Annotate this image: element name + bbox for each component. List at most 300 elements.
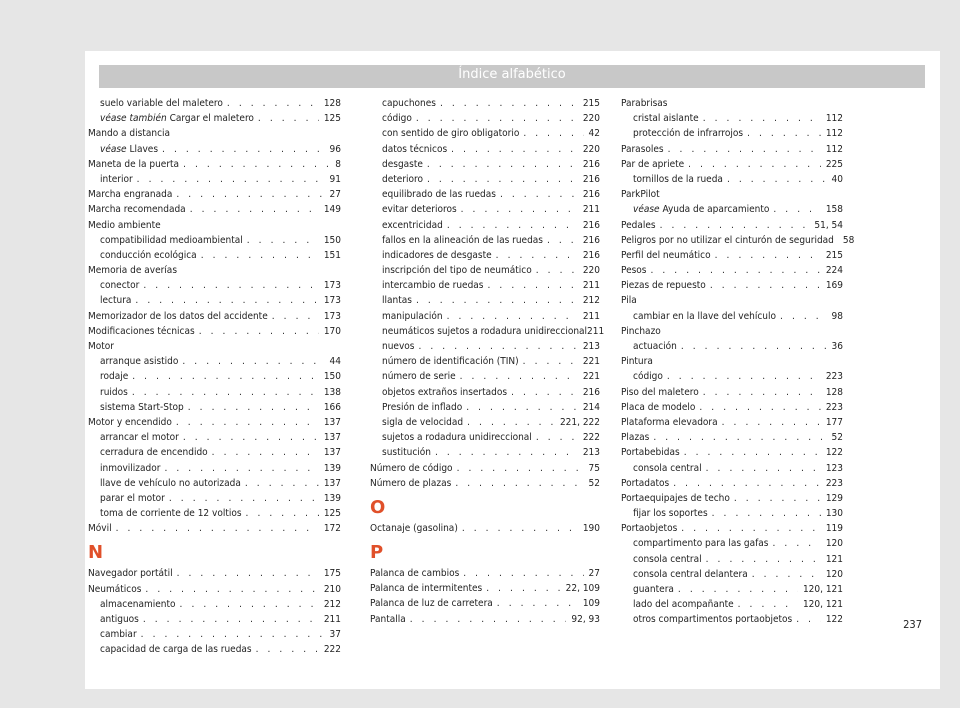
- leader-dots: [523, 354, 578, 369]
- index-entry: [370, 218, 600, 233]
- entry-page-ref: 22, 109: [565, 583, 600, 595]
- leader-dots: [660, 218, 810, 233]
- entry-page-ref: 213: [582, 341, 600, 352]
- index-entry: [621, 233, 855, 248]
- entry-page-ref: 37: [329, 629, 341, 641]
- index-column-1: [88, 96, 341, 658]
- entry-term: [100, 111, 254, 126]
- leader-dots: [162, 142, 325, 157]
- leader-dots: [497, 596, 578, 611]
- entry-term: Número de código: [370, 462, 453, 474]
- entry-term: código: [633, 371, 663, 383]
- entry-term: rodaje: [100, 371, 129, 383]
- leader-dots: [435, 445, 578, 460]
- leader-dots: [699, 400, 820, 415]
- index-entry: [370, 172, 600, 187]
- entry-term: Modificaciones técnicas: [88, 325, 195, 337]
- index-entry: [370, 111, 600, 126]
- index-entry: [621, 612, 843, 627]
- entry-page-ref: 112: [825, 113, 843, 125]
- index-entry: [370, 324, 605, 339]
- entry-see-also: véase también: [100, 113, 167, 125]
- index-entry: [370, 96, 600, 111]
- index-entry: [370, 445, 600, 460]
- index-entry: [621, 476, 843, 491]
- entry-page-ref: 91: [329, 173, 341, 185]
- index-entry: [370, 248, 600, 263]
- index-entry: [88, 415, 341, 430]
- section-letter-p: P: [370, 542, 384, 564]
- entry-page-ref: 96: [329, 143, 341, 155]
- index-entry: [621, 157, 843, 172]
- entry-term: Piezas de repuesto: [621, 280, 706, 292]
- leader-dots: [653, 430, 826, 445]
- index-entry: [621, 369, 843, 384]
- index-entry: [621, 202, 843, 217]
- index-entry: [88, 263, 341, 278]
- entry-term: objetos extraños insertados: [382, 386, 508, 398]
- entry-term: cambiar en la llave del vehículo: [633, 310, 777, 322]
- leader-dots: [715, 248, 821, 263]
- entry-term: deterioro: [382, 173, 423, 185]
- index-entry: [621, 293, 843, 308]
- index-entry: [370, 566, 600, 581]
- index-entry: [621, 96, 843, 111]
- entry-term: Par de apriete: [621, 158, 685, 170]
- index-entry: [621, 142, 843, 157]
- entry-term: antiguos: [100, 614, 139, 625]
- leader-dots: [190, 202, 319, 217]
- leader-dots: [681, 521, 821, 536]
- entry-page-ref: 125: [323, 508, 341, 520]
- index-entry: [621, 385, 843, 400]
- leader-dots: [141, 627, 325, 642]
- index-entry: [621, 597, 843, 612]
- leader-dots: [536, 263, 578, 278]
- entry-term: arrancar el motor: [100, 432, 179, 444]
- entry-term: Pinchazo: [621, 325, 661, 337]
- leader-dots: [684, 445, 821, 460]
- entry-term: Neumáticos: [88, 583, 142, 595]
- leader-dots: [460, 369, 578, 384]
- index-entry: [370, 400, 600, 415]
- entry-page-ref: 221, 222: [559, 416, 600, 428]
- leader-dots: [180, 597, 319, 612]
- index-entry: [88, 339, 341, 354]
- index-entry: [621, 309, 843, 324]
- index-entry: [621, 506, 843, 521]
- index-entry: [88, 612, 341, 627]
- entry-term: Portadatos: [621, 477, 670, 489]
- entry-term: compartimento para las gafas: [633, 538, 769, 550]
- entry-page-ref: 223: [825, 477, 843, 489]
- leader-dots: [722, 415, 821, 430]
- leader-dots: [462, 521, 578, 536]
- entry-term: Memoria de averías: [88, 265, 178, 277]
- leader-dots: [258, 111, 319, 126]
- entry-page-ref: 216: [582, 249, 600, 261]
- entry-term: Memorizador de los datos del accidente: [88, 310, 268, 322]
- entry-term: con sentido de giro obligatorio: [382, 128, 520, 140]
- index-entry: [88, 278, 341, 293]
- entry-page-ref: 211: [582, 310, 600, 322]
- entry-term: Piso del maletero: [621, 386, 699, 398]
- entry-page-ref: 120, 121: [802, 599, 843, 611]
- header-bar: [99, 65, 925, 88]
- entry-page-ref: 109: [582, 598, 600, 610]
- entry-term: interior: [100, 173, 133, 185]
- index-entry: [88, 400, 341, 415]
- leader-dots: [706, 461, 821, 476]
- leader-dots: [673, 476, 821, 491]
- index-entry: [88, 582, 341, 597]
- leader-dots: [457, 461, 584, 476]
- entry-term: Palanca de intermitentes: [370, 583, 483, 595]
- index-entry: [88, 430, 341, 445]
- leader-dots: [416, 293, 578, 308]
- entry-page-ref: 169: [825, 280, 843, 292]
- leader-dots: [247, 233, 319, 248]
- leader-dots: [681, 339, 827, 354]
- entry-term: Peligros por no utilizar el cinturón de seguridad: [621, 234, 834, 246]
- entry-term: Pila: [621, 295, 637, 307]
- entry-page-ref: 112: [825, 128, 843, 140]
- entry-page-ref: 210: [323, 583, 341, 595]
- leader-dots: [523, 126, 583, 141]
- leader-dots: [177, 566, 319, 581]
- entry-term: Placa de modelo: [621, 401, 696, 413]
- index-entry: [88, 157, 341, 172]
- index-entry: [370, 157, 600, 172]
- entry-page-ref: 149: [323, 204, 341, 216]
- entry-term: manipulación: [382, 310, 443, 322]
- index-entry: [621, 491, 843, 506]
- entry-term: protección de infrarrojos: [633, 128, 744, 140]
- entry-term: Motor: [88, 341, 114, 352]
- entry-term-text: Llaves: [126, 143, 159, 155]
- entry-term: nuevos: [382, 341, 415, 352]
- entry-list: [370, 566, 600, 627]
- entry-term: inmovilizador: [100, 462, 161, 474]
- entry-term: desgaste: [382, 158, 423, 170]
- entry-term: intercambio de ruedas: [382, 280, 484, 292]
- entry-page-ref: 220: [582, 143, 600, 155]
- index-entry: [88, 293, 341, 308]
- entry-term: Portabebidas: [621, 447, 680, 459]
- leader-dots: [511, 385, 578, 400]
- entry-term: Plataforma elevadora: [621, 416, 718, 428]
- entry-page-ref: 123: [825, 462, 843, 474]
- entry-term: inscripción del tipo de neumático: [382, 265, 532, 277]
- entry-term: tornillos de la rueda: [633, 173, 723, 185]
- entry-page-ref: 221: [582, 371, 600, 383]
- entry-term: [633, 202, 769, 217]
- entry-term: guantera: [633, 584, 674, 595]
- leader-dots: [164, 461, 318, 476]
- entry-page-ref: 215: [825, 249, 843, 261]
- index-entry: [88, 248, 341, 263]
- entry-term: parar el motor: [100, 492, 165, 504]
- entry-term: conducción ecológica: [100, 249, 197, 261]
- index-entry: [88, 506, 341, 521]
- index-entry: [88, 491, 341, 506]
- leader-dots: [752, 567, 821, 582]
- leader-dots: [710, 278, 821, 293]
- index-entry: [621, 218, 843, 233]
- leader-dots: [169, 491, 319, 506]
- entry-term: otros compartimentos portaobjetos: [633, 614, 793, 626]
- index-entry: [88, 309, 341, 324]
- section-letter-n: N: [88, 542, 104, 564]
- leader-dots: [145, 582, 318, 597]
- leader-dots: [137, 172, 325, 187]
- leader-dots: [183, 157, 330, 172]
- entry-page-ref: 8: [335, 158, 341, 170]
- entry-term: cambiar: [100, 629, 137, 641]
- entry-page-ref: 224: [825, 265, 843, 277]
- entry-page-ref: 222: [323, 644, 341, 656]
- entry-page-ref: 137: [323, 416, 341, 428]
- index-entry: [370, 354, 600, 369]
- index-entry: [370, 187, 600, 202]
- entry-term: código: [382, 113, 412, 125]
- index-entry: [88, 566, 341, 581]
- index-entry: [88, 476, 341, 491]
- entry-term: Pedales: [621, 219, 656, 231]
- index-entry: [370, 293, 600, 308]
- entry-term: Portaequipajes de techo: [621, 492, 730, 504]
- entry-page-ref: 51, 54: [814, 219, 843, 231]
- entry-term: sistema Start-Stop: [100, 401, 184, 413]
- index-entry: [621, 263, 843, 278]
- entry-term: fijar los soportes: [633, 508, 708, 520]
- leader-dots: [773, 536, 821, 551]
- leader-dots: [143, 612, 319, 627]
- index-entry: [370, 612, 600, 627]
- entry-term: excentricidad: [382, 219, 443, 231]
- leader-dots: [246, 506, 319, 521]
- leader-dots: [451, 142, 578, 157]
- entry-page-ref: 120: [825, 568, 843, 580]
- leader-dots: [418, 339, 577, 354]
- leader-dots: [706, 552, 821, 567]
- entry-page-ref: 120: [825, 538, 843, 550]
- entry-page-ref: 211: [582, 280, 600, 292]
- entry-page-ref: 122: [825, 447, 843, 459]
- entry-term: llave de vehículo no autorizada: [100, 477, 241, 489]
- leader-dots: [463, 566, 583, 581]
- entry-term: equilibrado de las ruedas: [382, 189, 496, 201]
- index-entry: [370, 339, 600, 354]
- entry-term: neumáticos sujetos a rodadura unidireccional: [382, 325, 588, 337]
- entry-list: [370, 96, 605, 491]
- index-entry: [88, 96, 341, 111]
- leader-dots: [703, 385, 821, 400]
- leader-dots: [199, 324, 319, 339]
- entry-term: capacidad de carga de las ruedas: [100, 644, 252, 656]
- index-entry: [370, 430, 600, 445]
- entry-page-ref: 212: [323, 598, 341, 610]
- entry-page-ref: 98: [831, 310, 843, 322]
- entry-term: evitar deterioros: [382, 204, 457, 216]
- entry-page-ref: 119: [825, 523, 843, 535]
- entry-page-ref: 129: [825, 492, 843, 504]
- leader-dots: [500, 187, 578, 202]
- leader-dots: [183, 430, 319, 445]
- entry-page-ref: 216: [582, 386, 600, 398]
- leader-dots: [678, 582, 798, 597]
- entry-page-ref: 220: [582, 113, 600, 125]
- index-entry: [370, 202, 600, 217]
- entry-term: Pantalla: [370, 613, 406, 625]
- leader-dots: [727, 172, 827, 187]
- leader-dots: [688, 157, 821, 172]
- entry-page-ref: 215: [582, 98, 600, 109]
- index-entry: [88, 233, 341, 248]
- index-entry: [621, 111, 843, 126]
- entry-page-ref: 58: [842, 234, 855, 246]
- entry-term: Parabrisas: [621, 98, 668, 109]
- index-entry: [88, 597, 341, 612]
- entry-page-ref: 122: [825, 614, 843, 626]
- leader-dots: [796, 612, 821, 627]
- index-entry: [621, 582, 843, 597]
- entry-page-ref: 137: [323, 432, 341, 444]
- entry-term: consola central delantera: [633, 568, 748, 580]
- entry-term: Octanaje (gasolina): [370, 522, 458, 534]
- entry-term: Mando a distancia: [88, 128, 171, 140]
- leader-dots: [747, 126, 821, 141]
- entry-term: fallos en la alineación de las ruedas: [382, 234, 543, 246]
- index-entry: [88, 461, 341, 476]
- leader-dots: [466, 400, 578, 415]
- entry-term: cerradura de encendido: [100, 447, 208, 459]
- entry-page-ref: 42: [588, 128, 600, 140]
- index-entry: [370, 521, 600, 536]
- entry-term: consola central: [633, 462, 702, 474]
- entry-term: conector: [100, 280, 140, 292]
- leader-dots: [132, 369, 319, 384]
- entry-term: número de identificación (TIN): [382, 356, 519, 368]
- index-page: [85, 51, 940, 689]
- entry-term: ruidos: [100, 386, 128, 398]
- entry-page-ref: 158: [825, 204, 843, 216]
- index-entry: [621, 278, 843, 293]
- entry-term: Marcha engranada: [88, 189, 173, 201]
- leader-dots: [227, 96, 319, 111]
- entry-term: toma de corriente de 12 voltios: [100, 508, 242, 520]
- index-entry: [621, 461, 843, 476]
- entry-term: compatibilidad medioambiental: [100, 234, 243, 246]
- entry-page-ref: 216: [582, 158, 600, 170]
- index-entry: [370, 581, 600, 596]
- entry-page-ref: 213: [582, 447, 600, 459]
- leader-dots: [650, 263, 820, 278]
- index-entry: [621, 324, 843, 339]
- leader-dots: [461, 202, 578, 217]
- entry-term: Portaobjetos: [621, 523, 678, 535]
- leader-dots: [738, 597, 798, 612]
- index-entry: [88, 111, 341, 126]
- entry-term: Palanca de luz de carretera: [370, 598, 493, 610]
- entry-page-ref: 216: [582, 219, 600, 231]
- entry-term: almacenamiento: [100, 598, 176, 610]
- leader-dots: [455, 476, 583, 491]
- index-entry: [88, 218, 341, 233]
- entry-page-ref: 139: [323, 492, 341, 504]
- entry-page-ref: 190: [582, 522, 600, 534]
- entry-term: indicadores de desgaste: [382, 249, 492, 261]
- entry-list: [88, 96, 341, 536]
- entry-term: Medio ambiente: [88, 219, 161, 231]
- index-entry: [88, 627, 341, 642]
- entry-page-ref: 220: [582, 265, 600, 277]
- entry-page-ref: 52: [831, 432, 843, 444]
- index-entry: [88, 172, 341, 187]
- entry-page-ref: 216: [582, 173, 600, 185]
- index-entry: [88, 385, 341, 400]
- entry-term: arranque asistido: [100, 356, 179, 368]
- entry-term: Parasoles: [621, 143, 664, 155]
- leader-dots: [116, 521, 319, 536]
- entry-term-text: Cargar el maletero: [166, 113, 254, 125]
- entry-page-ref: 216: [582, 189, 600, 201]
- leader-dots: [488, 278, 578, 293]
- entry-term: sujetos a rodadura unidireccional: [382, 432, 532, 444]
- entry-page-ref: 137: [323, 477, 341, 489]
- index-entry: [621, 430, 843, 445]
- index-entry: [88, 445, 341, 460]
- entry-page-ref: 27: [588, 568, 600, 580]
- leader-dots: [547, 233, 578, 248]
- entry-list: [370, 521, 600, 536]
- entry-page-ref: 151: [323, 249, 341, 261]
- leader-dots: [536, 430, 578, 445]
- index-entry: [88, 354, 341, 369]
- index-entry: [621, 445, 843, 460]
- entry-see-also: véase: [100, 143, 127, 155]
- entry-term: Motor y encendido: [88, 416, 172, 428]
- leader-dots: [667, 369, 821, 384]
- leader-dots: [201, 248, 319, 263]
- entry-page-ref: 222: [582, 432, 600, 444]
- entry-term: actuación: [633, 341, 677, 352]
- index-entry: [370, 263, 600, 278]
- entry-term: datos técnicos: [382, 143, 448, 155]
- section-letter-o: O: [370, 496, 386, 518]
- leader-dots: [780, 309, 827, 324]
- leader-dots: [447, 218, 578, 233]
- entry-page-ref: 36: [831, 341, 843, 352]
- entry-page-ref: 150: [323, 371, 341, 383]
- entry-term: Pesos: [621, 265, 647, 277]
- index-entry: [370, 385, 600, 400]
- entry-page-ref: 138: [323, 386, 341, 398]
- entry-term: Número de plazas: [370, 477, 452, 489]
- index-entry: [88, 142, 341, 157]
- entry-page-ref: 130: [825, 508, 843, 520]
- entry-term: sigla de velocidad: [382, 416, 464, 428]
- index-entry: [370, 309, 600, 324]
- entry-page-ref: 173: [323, 295, 341, 307]
- index-entry: [370, 596, 600, 611]
- entry-page-ref: 175: [323, 568, 341, 580]
- entry-page-ref: 177: [825, 416, 843, 428]
- index-entry: [370, 142, 600, 157]
- index-entry: [88, 202, 341, 217]
- leader-dots: [712, 506, 821, 521]
- entry-page-ref: 172: [323, 523, 341, 535]
